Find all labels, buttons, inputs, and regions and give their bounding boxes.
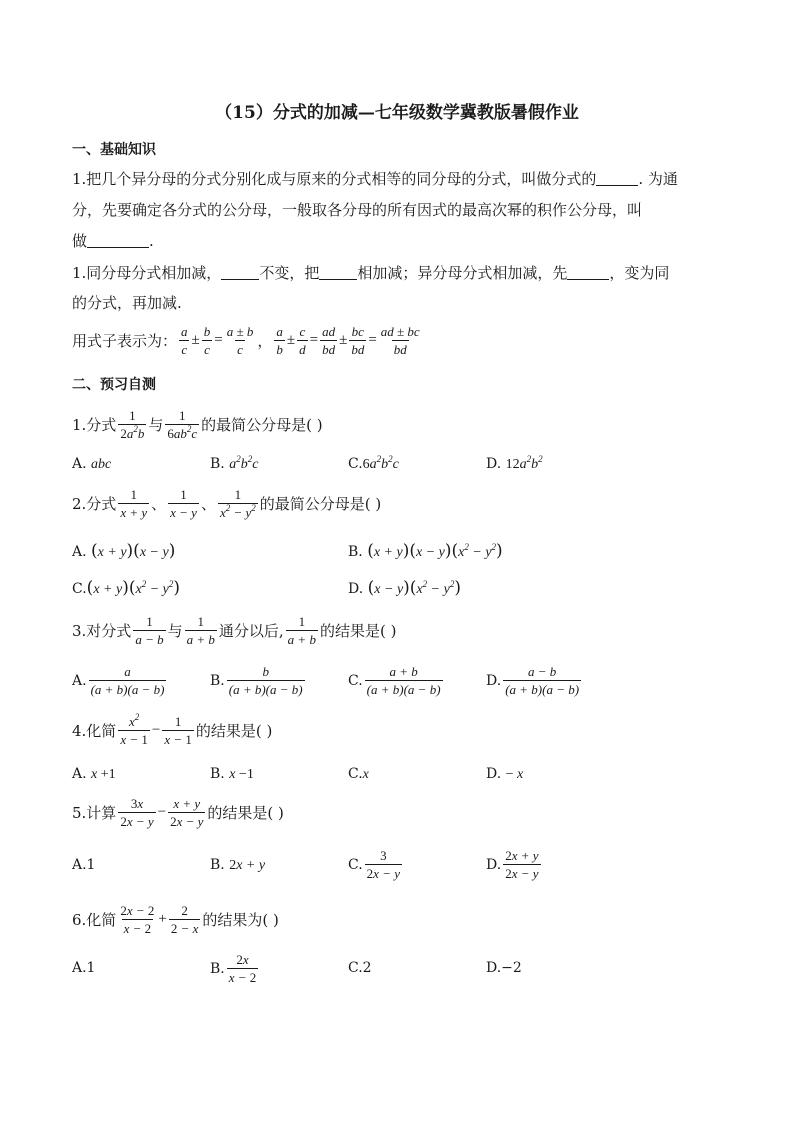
answer-blank[interactable] bbox=[596, 172, 638, 186]
question-5: 5.计算 $\frac{3x}{2x - y}$ − $\frac{x + y}{2x - y}$ 的结果是( ) bbox=[72, 796, 284, 829]
question-2-suffix: 的最简公分母是( ) bbox=[259, 495, 382, 513]
page-title: （15）分式的加减—七年级数学冀教版暑假作业 bbox=[215, 103, 579, 123]
fraction: $\frac{1}{x - 1}$ bbox=[164, 714, 192, 747]
question-2-prefix: 2.分式 bbox=[72, 495, 117, 513]
fraction: $\frac{1}{a + b}$ bbox=[186, 614, 215, 647]
q2-option-c[interactable]: $C.(x + y)(x^2 - y^2)$ bbox=[72, 578, 180, 598]
knowledge-2-line-2: 的分式，再加减. bbox=[72, 294, 182, 312]
formula-label: 用式子表示为： bbox=[72, 332, 178, 350]
q1-option-a[interactable]: A. abc bbox=[72, 456, 112, 472]
question-5-prefix: 5.计算 bbox=[72, 804, 117, 822]
fraction: $\frac{1}{x - y}$ bbox=[170, 487, 197, 520]
separator: 、 bbox=[200, 495, 216, 513]
question-6-prefix: 6.化简 bbox=[72, 911, 117, 929]
knowledge-1-text-b: . 为通 bbox=[638, 170, 678, 188]
knowledge-1-line-3 bbox=[72, 230, 154, 251]
q5-option-d[interactable]: D. $\frac{2x + y}{2x - y}$ bbox=[486, 848, 539, 881]
q5-option-c[interactable]: C. $\frac{3}{2x - y}$ bbox=[348, 848, 400, 881]
q3-option-a[interactable]: A. $\frac{a}{(a + b)(a - b)}$ bbox=[72, 664, 165, 697]
answer-blank[interactable] bbox=[221, 266, 259, 280]
question-4-suffix: 的结果是( ) bbox=[195, 722, 273, 740]
fraction: $\frac{2}{2 - x}$ bbox=[170, 903, 199, 936]
question-4-prefix: 4.化简 bbox=[72, 722, 117, 740]
knowledge-2-text-c: 相加减；异分母分式相加减，先 bbox=[357, 264, 568, 282]
question-3-suffix: 的结果是( ) bbox=[319, 622, 397, 640]
question-3 bbox=[72, 614, 396, 647]
question-1-prefix: 1.分式 bbox=[72, 416, 117, 434]
q3-option-c[interactable]: C. $\frac{a + b}{(a + b)(a - b)}$ bbox=[348, 664, 441, 697]
question-4: 4.化简 $\frac{x^2}{x - 1}$ − $\frac{1}{x - 1}$ 的结果是( ) bbox=[72, 712, 273, 747]
fraction: $\frac{b}{c}$ bbox=[203, 324, 211, 357]
knowledge-2-line-1 bbox=[72, 262, 669, 283]
knowledge-2-text-b: 不变，把 bbox=[259, 264, 320, 282]
knowledge-1-line-1 bbox=[72, 168, 678, 189]
knowledge-1-text-a: 1.把几个异分母的分式分别化成与原来的分式相等的同分母的分式，叫做分式的 bbox=[72, 170, 597, 188]
q4-option-d[interactable]: D. − x bbox=[486, 766, 524, 782]
question-2 bbox=[72, 487, 381, 520]
fraction: $\frac{c}{d}$ bbox=[299, 324, 306, 357]
fraction: $\frac{a \pm b}{c}$ bbox=[226, 324, 254, 357]
answer-blank[interactable] bbox=[87, 234, 149, 248]
q4-option-a[interactable]: A. x +1 bbox=[72, 766, 116, 782]
section-heading-preview: 二、预习自测 bbox=[72, 377, 156, 393]
question-1 bbox=[72, 408, 323, 441]
fraction: $\frac{a}{b}$ bbox=[276, 324, 283, 357]
fraction: $\frac{1}{a - b}$ bbox=[135, 614, 164, 647]
q3-option-d[interactable]: D. $\frac{a - b}{(a + b)(a - b)}$ bbox=[486, 664, 580, 697]
q6-option-d[interactable]: D.−2 bbox=[486, 960, 522, 976]
fraction: $\frac{1}{2a^2b}$ bbox=[120, 408, 145, 441]
question-5-suffix: 的结果是( ) bbox=[207, 804, 284, 822]
q4-option-b[interactable]: B. x −1 bbox=[210, 766, 254, 782]
fraction: $\frac{1}{a + b}$ bbox=[287, 614, 316, 647]
question-1-mid: 与 bbox=[148, 416, 164, 434]
q5-option-b[interactable]: B. 2x + y bbox=[210, 857, 266, 873]
knowledge-1-text-d: . bbox=[149, 232, 154, 250]
q2-option-d[interactable]: D. $(x - y)(x^2 - y^2)$ bbox=[348, 578, 461, 598]
q6-option-a[interactable]: A.1 bbox=[72, 960, 96, 976]
knowledge-2-text-d: ，变为同 bbox=[609, 264, 670, 282]
fraction: $\frac{1}{x^2 - y^2}$ bbox=[219, 487, 256, 520]
q1-option-c[interactable]: $C.6a^2b^2c$ bbox=[348, 454, 399, 472]
q6-option-c[interactable]: C.2 bbox=[348, 960, 372, 976]
fraction: $\frac{bc}{bd}$ bbox=[351, 324, 365, 357]
q2-option-a[interactable]: A. (x + y)(x − y) bbox=[72, 541, 176, 561]
fraction: $\frac{x + y}{2x - y}$ bbox=[170, 796, 204, 829]
section-heading-basics: 一、基础知识 bbox=[72, 142, 156, 158]
formula-row: 用式子表示为： $\frac{a}{c}$ ± $\frac{b}{c}$ = $\frac{a \pm b}{c}$ ， $\frac{a}{b}$ ± $\frac{c}{d}$ = $\frac{ad}{bd}$ ± $\frac{bc}{bd}$ = $\frac{ad \pm bc}{bd}$ bbox=[72, 324, 420, 357]
fraction: $\frac{1}{x + y}$ bbox=[120, 487, 148, 520]
fraction: $\frac{1}{6ab^2c}$ bbox=[167, 408, 198, 441]
fraction: $\frac{a}{c}$ bbox=[181, 324, 188, 357]
q2-option-b[interactable]: B. $(x + y)(x - y)(x^2 - y^2)$ bbox=[348, 541, 503, 561]
question-1-suffix: 的最简公分母是( ) bbox=[201, 416, 323, 434]
separator: 、 bbox=[151, 495, 167, 513]
q4-option-c[interactable]: C.x bbox=[348, 766, 369, 782]
q5-option-a[interactable]: A.1 bbox=[72, 857, 96, 873]
question-3-mid: 与 bbox=[167, 622, 183, 640]
fraction: $\frac{ad}{bd}$ bbox=[322, 324, 336, 357]
question-6: 6.化简 $\frac{2x - 2}{x - 2}$ + $\frac{2}{2 - x}$ 的结果为( ) bbox=[72, 903, 279, 936]
q1-option-d[interactable]: D. $12a^2b^2$ bbox=[486, 454, 543, 472]
knowledge-2-text-a: 1.同分母分式相加减， bbox=[72, 264, 222, 282]
question-6-suffix: 的结果为( ) bbox=[202, 911, 279, 929]
fraction: $\frac{2x - 2}{x - 2}$ bbox=[120, 903, 155, 936]
q6-option-b[interactable]: B. $\frac{2x}{x - 2}$ bbox=[210, 952, 257, 985]
knowledge-1-text-c: 做 bbox=[72, 232, 88, 250]
answer-blank[interactable] bbox=[567, 266, 609, 280]
answer-blank[interactable] bbox=[319, 266, 357, 280]
fraction: $\frac{ad \pm bc}{bd}$ bbox=[380, 324, 420, 357]
fraction: $\frac{3x}{2x - y}$ bbox=[120, 796, 154, 829]
q1-option-b[interactable]: B. $a^2b^2c$ bbox=[210, 454, 259, 472]
knowledge-1-line-2: 分，先要确定各分式的公分母，一般取各分母的所有因式的最高次幂的积作公分母，叫 bbox=[72, 201, 643, 219]
fraction: $\frac{x^2}{x - 1}$ bbox=[120, 712, 148, 747]
question-3-prefix: 3.对分式 bbox=[72, 622, 132, 640]
question-3-mid2: 通分以后, bbox=[218, 622, 284, 640]
q3-option-b[interactable]: B. $\frac{b}{(a + b)(a - b)}$ bbox=[210, 664, 303, 697]
